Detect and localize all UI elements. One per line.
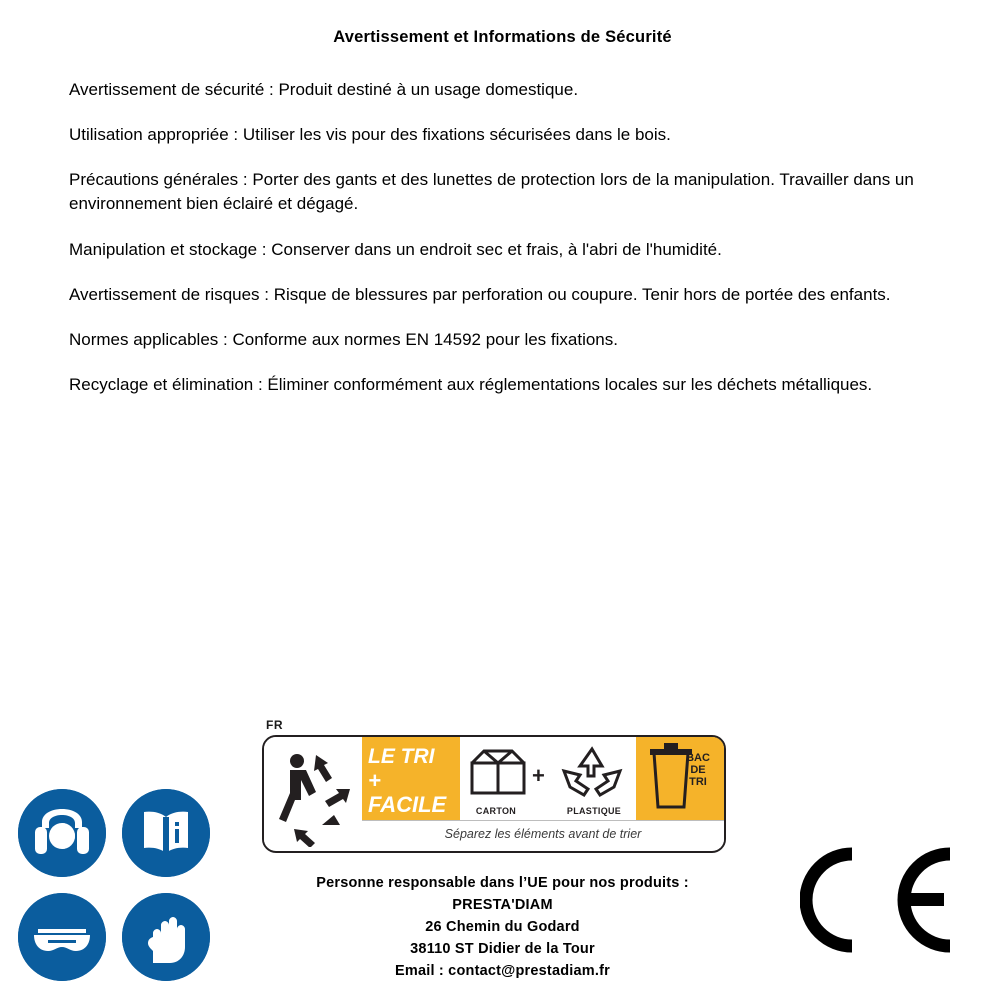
recycling-label-box — [262, 735, 726, 853]
triman-symbol — [264, 737, 362, 847]
recycling-headline-line1: LE TRI — [368, 745, 435, 768]
carton-box-icon — [462, 743, 534, 799]
responsible-person-heading: Personne responsable dans l’UE pour nos produits : — [316, 875, 689, 891]
safety-paragraph: Précautions générales : Porter des gants et des lunettes de protection lors de la manipulation. Travailler dans un environnement bien éclairé et dégagé. — [69, 170, 914, 214]
plus-icon: + — [532, 763, 545, 788]
bin-text-line1: BAC — [686, 752, 710, 764]
safety-paragraph: Manipulation et stockage : Conserver dans un endroit sec et frais, à l'abri de l'humidité. — [69, 239, 722, 259]
recycling-footer-text: Séparez les éléments avant de trier — [362, 820, 724, 848]
responsible-person-email: Email : contact@prestadiam.fr — [395, 963, 610, 980]
recycling-headline — [368, 745, 460, 818]
responsible-person-company: PRESTA'DIAM — [452, 897, 553, 914]
responsible-person-address-line2: 38110 ST Didier de la Tour — [410, 941, 595, 958]
safety-paragraph: Normes applicables : Conforme aux normes EN 14592 pour les fixations. — [69, 329, 618, 349]
material-label-plastique: PLASTIQUE — [566, 806, 622, 816]
ear-protection-icon — [18, 789, 106, 877]
recycling-bin-text — [676, 753, 720, 789]
safety-paragraph: Avertissement de risques : Risque de blessures par perforation ou coupure. Tenir hors de portée des enfants. — [69, 284, 891, 304]
material-label-carton: CARTON — [475, 806, 517, 816]
plastic-recycle-icon — [556, 743, 628, 799]
safety-information-body — [69, 78, 974, 397]
recycling-materials — [460, 737, 636, 820]
bin-text-line3: TRI — [689, 775, 707, 788]
safety-paragraph: Avertissement de sécurité : Produit destiné à un usage domestique. — [69, 80, 579, 99]
safety-paragraph: Utilisation appropriée : Utiliser les vis pour des fixations sécurisées dans le bois. — [69, 125, 671, 145]
responsible-person-address-line1: 26 Chemin du Godard — [425, 919, 580, 936]
bin-text-line2: DE — [690, 763, 706, 776]
ce-mark-icon — [800, 845, 950, 955]
page-title: Avertissement et Informations de Sécurité — [333, 28, 672, 46]
safety-paragraph: Recyclage et élimination : Éliminer conformément aux réglementations locales sur les déchets métalliques. — [69, 374, 873, 394]
read-manual-icon — [122, 789, 210, 877]
recycling-headline-line2: + FACILE — [368, 767, 447, 818]
recycling-label — [262, 718, 724, 851]
recycling-country-tag: FR — [266, 718, 283, 732]
